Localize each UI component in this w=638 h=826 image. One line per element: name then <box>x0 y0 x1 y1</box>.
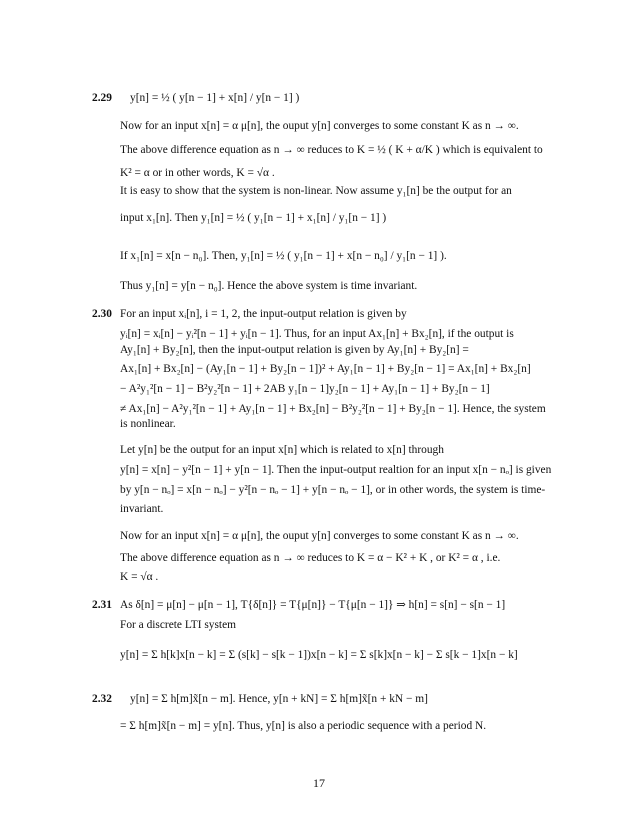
text-line: y[n] = x[n] − y²[n − 1] + y[n − 1]. Then the input-output realtion for an input x[n − nₒ] is given <box>120 464 552 476</box>
page-number: 17 <box>313 776 325 790</box>
text-line: K² = α or in other words, K = √α . <box>120 167 275 179</box>
text-line: is nonlinear. <box>120 418 176 430</box>
text-line: For a discrete LTI system <box>120 619 236 631</box>
text-line: y[n] = Σ h[k]x[n − k] = Σ (s[k] − s[k − 1])x[n − k] = Σ s[k]x[n − k] − Σ s[k − 1]x[n − k] <box>120 649 518 661</box>
text-line: Ay₁[n] + By₂[n], then the input-output relation is given by Ay₁[n] + By₂[n] = <box>120 344 469 356</box>
text-line: input x₁[n]. Then y₁[n] = ½ ( y₁[n − 1] + x₁[n] / y₁[n − 1] ) <box>120 212 387 224</box>
text-line: invariant. <box>120 503 164 515</box>
text-line: Now for an input x[n] = α μ[n], the ouput y[n] converges to some constant K as n → ∞. <box>120 120 519 132</box>
text-line: Now for an input x[n] = α μ[n], the ouput y[n] converges to some constant K as n → ∞. <box>120 530 519 542</box>
problem-number: 2.30 <box>92 308 112 320</box>
text-line: Thus y₁[n] = y[n − n₀]. Hence the above system is time invariant. <box>120 280 418 292</box>
text-line: ≠ Ax₁[n] − A²y₁²[n − 1] + Ay₁[n − 1] + Bx₂[n] − B²y₂²[n − 1] + By₂[n − 1]. Hence, the system <box>120 403 546 415</box>
text-line: K = √α . <box>120 571 159 583</box>
text-line: Let y[n] be the output for an input x[n] which is related to x[n] through <box>120 444 444 456</box>
problem-number: 2.29 <box>92 92 112 104</box>
text-line: The above difference equation as n → ∞ reduces to K = ½ ( K + α/K ) which is equivalent to <box>120 144 543 156</box>
text-line: It is easy to show that the system is non-linear. Now assume y₁[n] be the output for an <box>120 185 512 197</box>
text-line: The above difference equation as n → ∞ reduces to K = α − K² + K , or K² = α , i.e. <box>120 552 501 564</box>
problem-number: 2.31 <box>92 599 112 611</box>
text-line: As δ[n] = μ[n] − μ[n − 1], T{δ[n]} = T{μ[n]} − T{μ[n − 1]} ⇒ h[n] = s[n] − s[n − 1] <box>120 599 506 611</box>
text-line: by y[n − nₒ] = x[n − nₒ] − y²[n − nₒ − 1] + y[n − nₒ − 1], or in other words, the system is time- <box>120 484 546 496</box>
text-line: Ax₁[n] + Bx₂[n] − (Ay₁[n − 1] + By₂[n − 1])² + Ay₁[n − 1] + By₂[n − 1] = Ax₁[n] + Bx₂[n] <box>120 363 531 375</box>
problem-number: 2.32 <box>92 693 112 705</box>
text-line: For an input xᵢ[n], i = 1, 2, the input-output relation is given by <box>120 308 407 320</box>
text-line: If x₁[n] = x[n − n₀]. Then, y₁[n] = ½ ( y₁[n − 1] + x[n − n₀] / y₁[n − 1] ). <box>120 250 447 262</box>
text-line: = Σ h[m]x̃[n − m] = y[n]. Thus, y[n] is also a periodic sequence with a period N. <box>120 720 487 732</box>
equation: y[n] = ½ ( y[n − 1] + x[n] / y[n − 1] ) <box>130 92 300 104</box>
text-line: yᵢ[n] = xᵢ[n] − yᵢ²[n − 1] + yᵢ[n − 1]. Thus, for an input Ax₁[n] + Bx₂[n], if the output is <box>120 328 514 340</box>
text-line: y[n] = Σ h[m]x̃[n − m]. Hence, y[n + kN] = Σ h[m]x̃[n + kN − m] <box>130 693 428 705</box>
text-line: − A²y₁²[n − 1] − B²y₂²[n − 1] + 2AB y₁[n − 1]y₂[n − 1] + Ay₁[n − 1] + By₂[n − 1] <box>120 383 490 395</box>
